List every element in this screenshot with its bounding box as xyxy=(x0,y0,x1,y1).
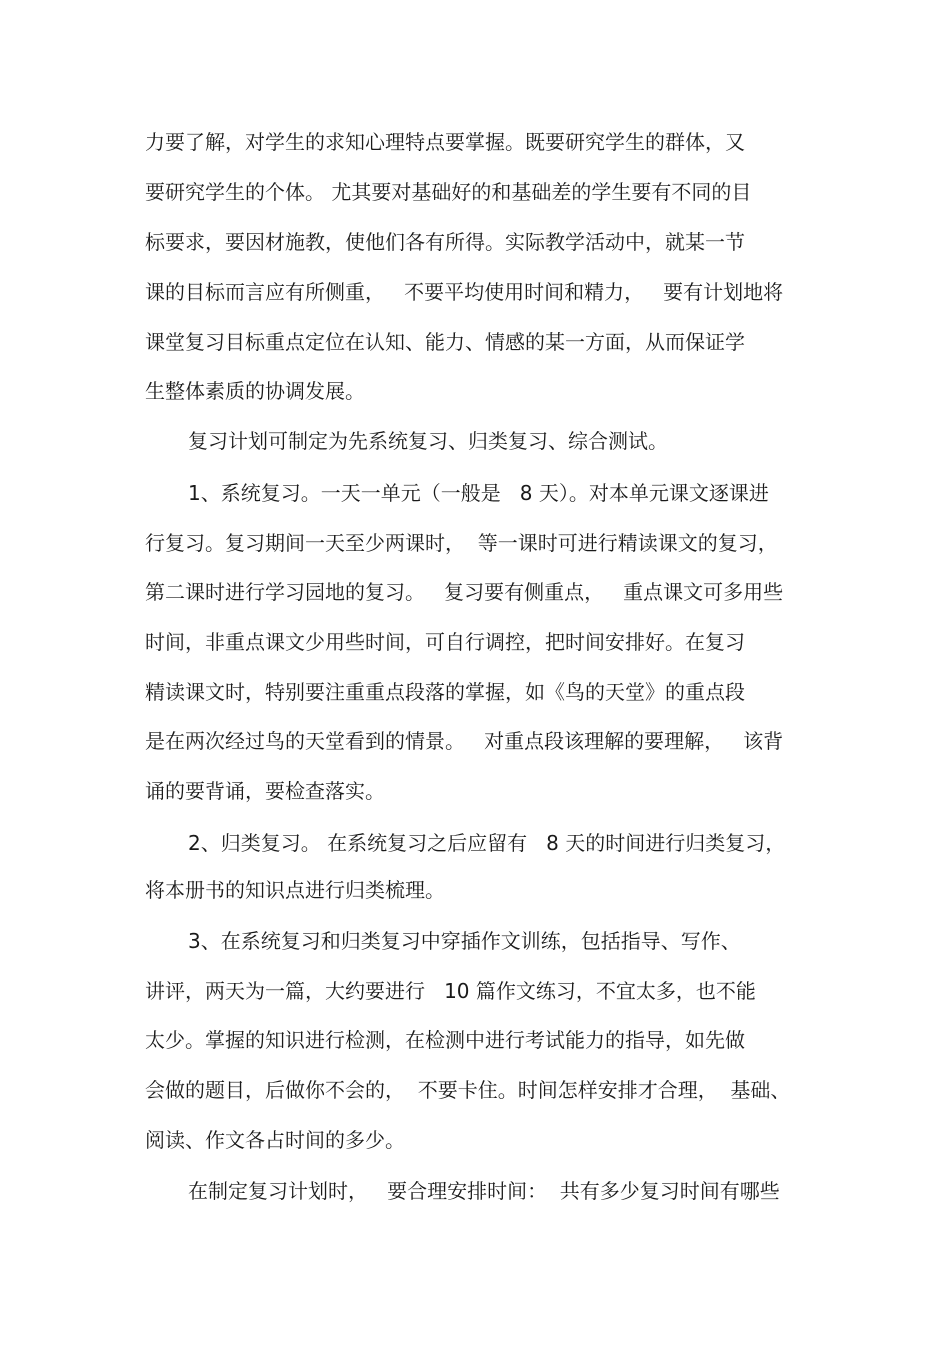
text-line: 阅读、作文各占时间的多少。 xyxy=(145,1128,405,1152)
text-line: 行复习。复习期间一天至少两课时， 等一课时可进行精读课文的复习， xyxy=(145,531,778,555)
text-line: 诵的要背诵，要检查落实。 xyxy=(145,779,385,803)
text-line: 生整体素质的协调发展。 xyxy=(145,379,365,403)
text-line: 2、归类复习。 在系统复习之后应留有 8 天的时间进行归类复习， xyxy=(188,831,786,855)
text-line: 讲评，两天为一篇，大约要进行 10 篇作文练习，不宜太多，也不能 xyxy=(145,979,756,1003)
text-line: 复习计划可制定为先系统复习、归类复习、综合测试。 xyxy=(188,429,668,453)
text-line: 精读课文时，特别要注重重点段落的掌握，如《鸟的天堂》的重点段 xyxy=(145,680,745,704)
text-line: 力要了解，对学生的求知心理特点要掌握。既要研究学生的群体，又 xyxy=(145,130,745,154)
text-line: 1、系统复习。一天一单元（一般是 8 天）。对本单元课文逐课进 xyxy=(188,481,769,505)
text-line: 是在两次经过鸟的天堂看到的情景。 对重点段该理解的要理解， 该背 xyxy=(145,729,784,753)
text-line: 将本册书的知识点进行归类梳理。 xyxy=(145,878,445,902)
text-line: 3、在系统复习和归类复习中穿插作文训练，包括指导、写作、 xyxy=(188,929,741,953)
text-line: 标要求，要因材施教，使他们各有所得。实际教学活动中，就某一节 xyxy=(145,230,745,254)
text-line: 在制定复习计划时， 要合理安排时间： 共有多少复习时间有哪些 xyxy=(188,1179,780,1203)
text-line: 第二课时进行学习园地的复习。 复习要有侧重点， 重点课文可多用些 xyxy=(145,580,784,604)
text-line: 要研究学生的个体。 尤其要对基础好的和基础差的学生要有不同的目 xyxy=(145,180,752,204)
text-line: 课堂复习目标重点定位在认知、能力、情感的某一方面，从而保证学 xyxy=(145,330,745,354)
text-line: 时间，非重点课文少用些时间，可自行调控，把时间安排好。在复习 xyxy=(145,630,745,654)
text-line: 会做的题目，后做你不会的， 不要卡住。时间怎样安排才合理， 基础、 xyxy=(145,1078,791,1102)
text-line: 课的目标而言应有所侧重， 不要平均使用时间和精力， 要有计划地将 xyxy=(145,280,784,304)
text-line: 太少。掌握的知识进行检测，在检测中进行考试能力的指导，如先做 xyxy=(145,1028,745,1052)
